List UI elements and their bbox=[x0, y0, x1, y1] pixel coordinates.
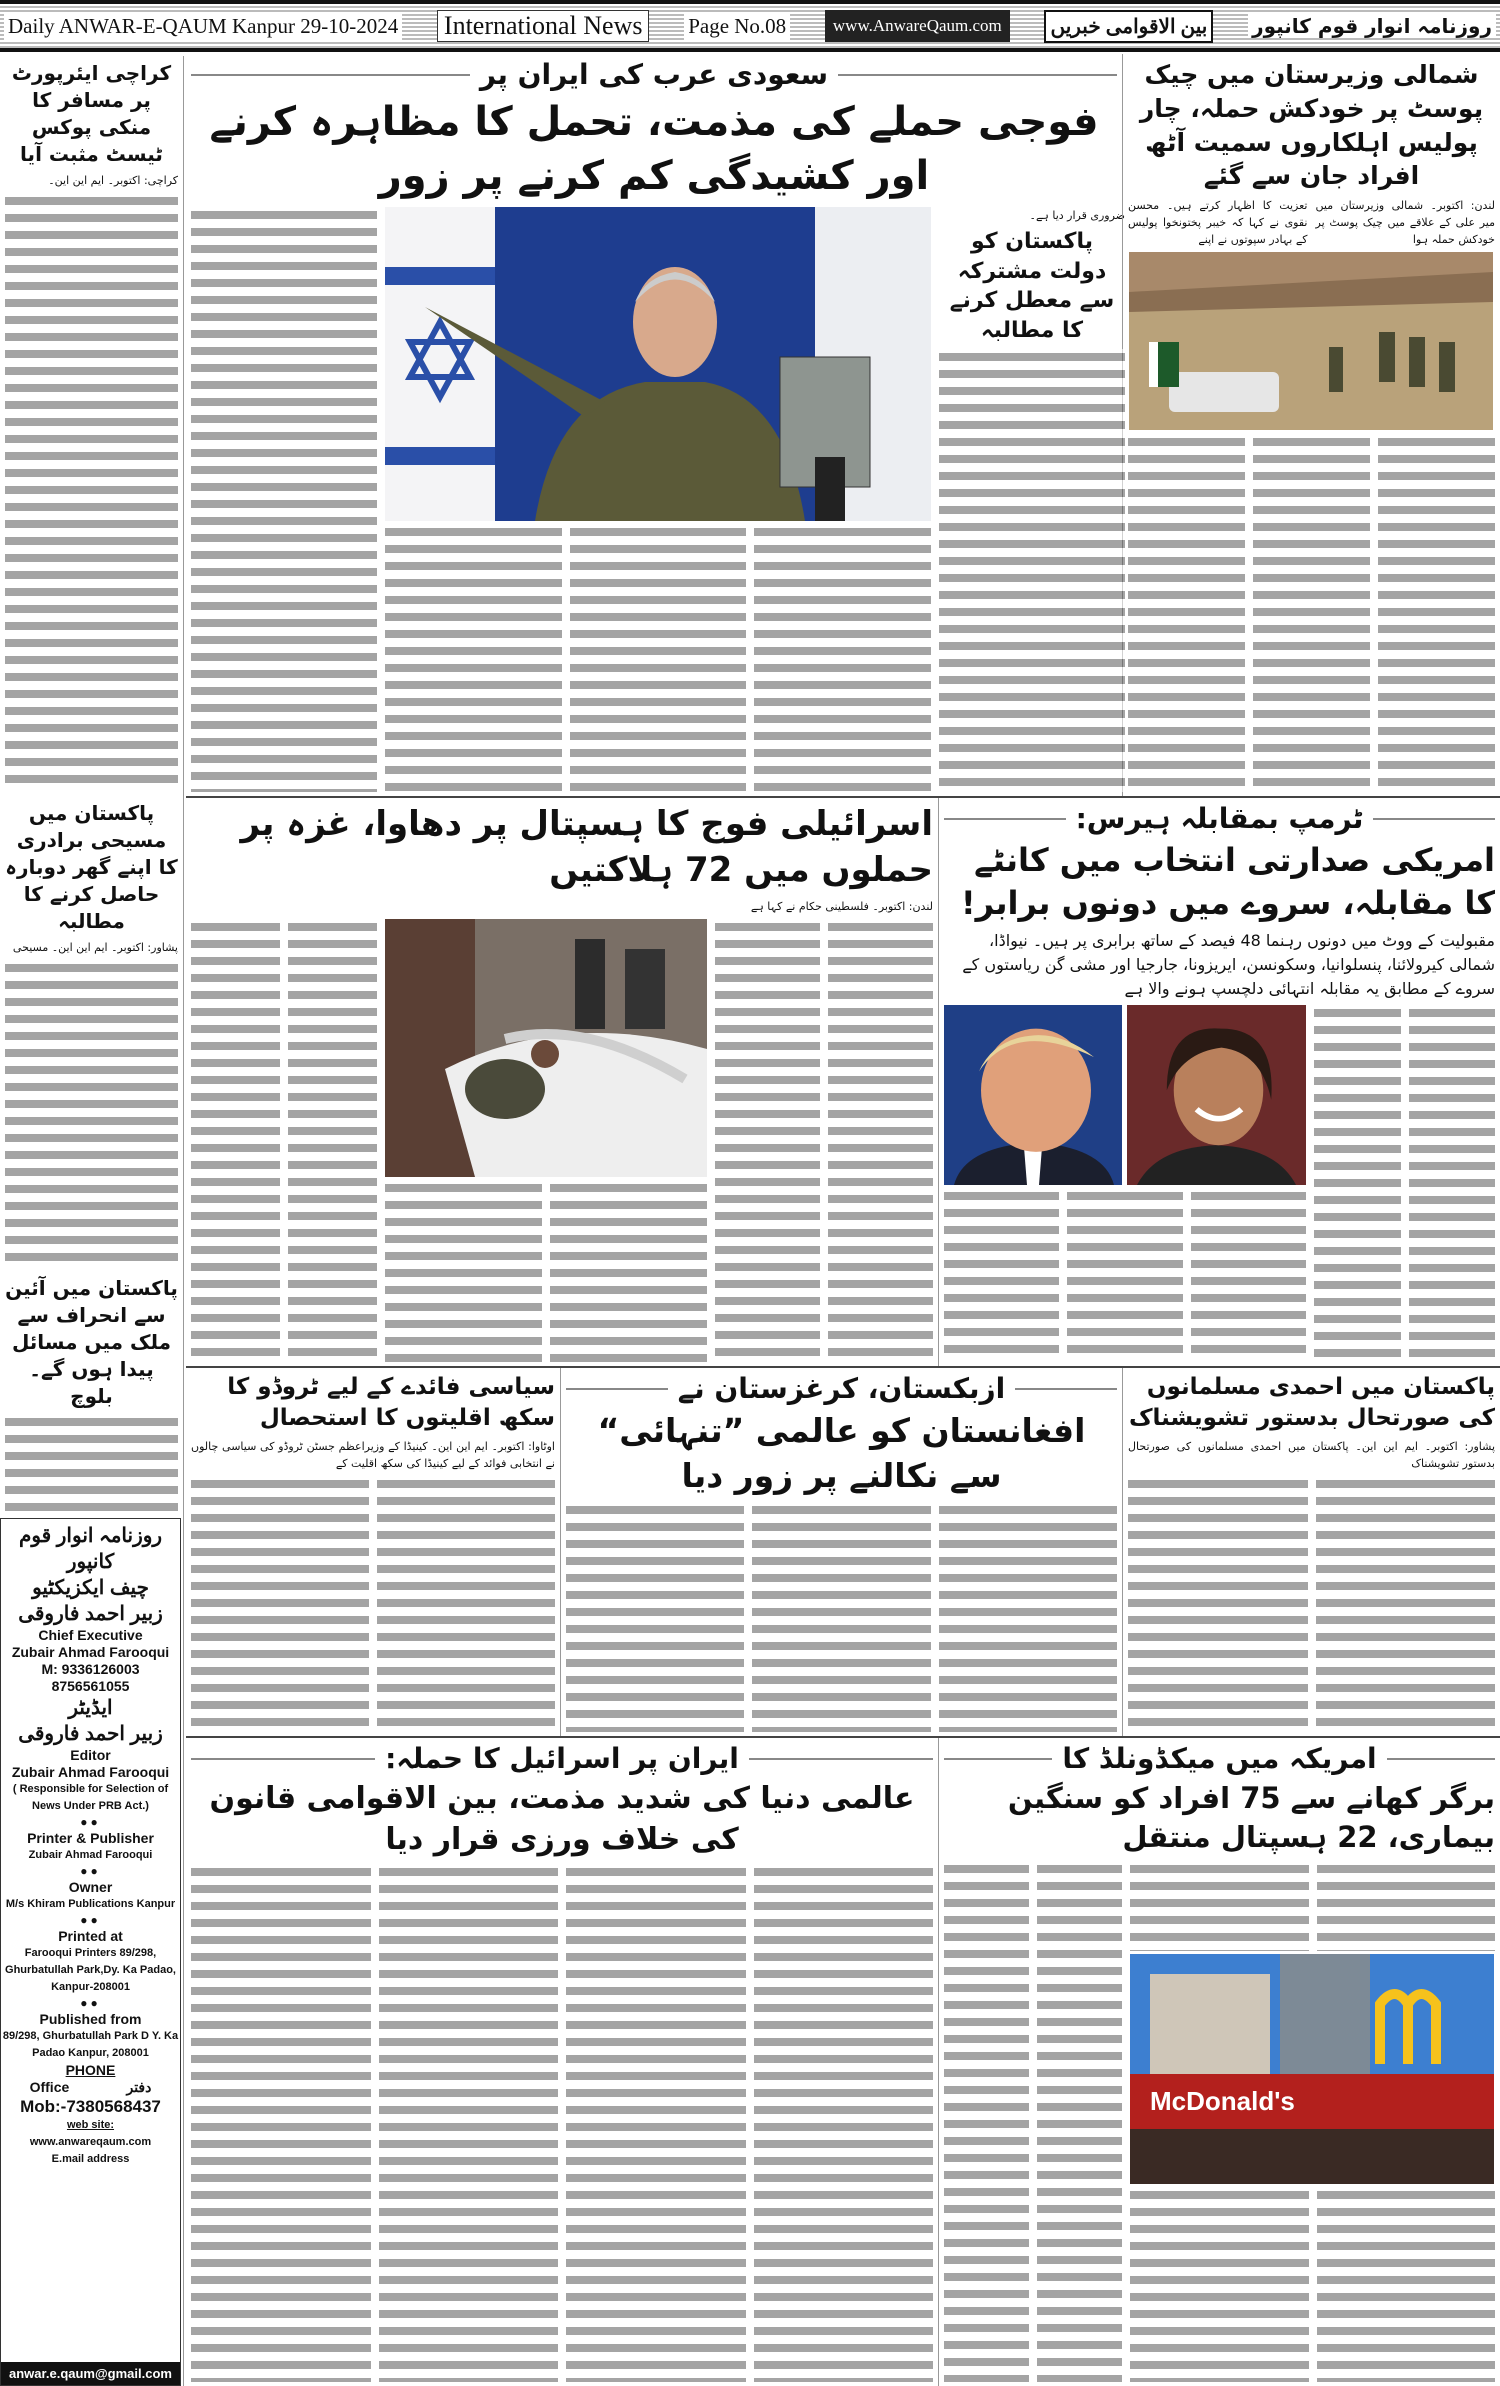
band-middle bbox=[186, 796, 1500, 1366]
article-trudeau bbox=[186, 1368, 560, 1736]
kicker-text: امریکہ میں میکڈونلڈ کا bbox=[1062, 1742, 1377, 1775]
gaza-photo-area bbox=[385, 919, 707, 1362]
email-address[interactable]: anwar.e.qaum@gmail.com bbox=[1, 2362, 180, 2385]
body-text-lines bbox=[1409, 1005, 1496, 1362]
body-text-lines bbox=[191, 1864, 371, 2382]
article-gaza bbox=[186, 798, 938, 1366]
body-text-lines bbox=[191, 1476, 369, 1732]
kicker bbox=[191, 58, 1117, 91]
headline: پاکستان میں احمدی مسلمانوں کی صورتحال بدستور تشویشناک bbox=[1128, 1374, 1495, 1432]
photo-soldiers bbox=[1128, 252, 1495, 430]
us-election-columns-right bbox=[1314, 1005, 1495, 1362]
article-us-election bbox=[938, 798, 1500, 1366]
office-label: Office bbox=[29, 2079, 70, 2095]
editor-label: Editor bbox=[70, 1747, 111, 1763]
article-ahmadi bbox=[1122, 1368, 1500, 1736]
photo-trump bbox=[944, 1005, 1122, 1185]
dateline: کراچی: اکتوبر۔ ایم این این۔ bbox=[48, 174, 178, 187]
separator-dots: ●● bbox=[80, 1996, 101, 2010]
mobile-number: Mob:-7380568437 bbox=[20, 2097, 161, 2116]
band-lower bbox=[186, 1366, 1500, 1736]
published-address: 89/298, Ghurbatullah Park D Y. Ka Padao Kanpur, 208001 bbox=[2, 2030, 179, 2059]
headline: کراچی ایئرپورٹ پر مسافر کا منکی پوکس ٹیسٹ مثبت آیا bbox=[11, 61, 172, 166]
body-text-lines bbox=[1314, 1005, 1401, 1362]
printed-address: Farooqui Printers 89/298, Ghurbatullah Park,Dy. Ka Padao, Kanpur-208001 bbox=[5, 1947, 176, 1993]
lead-headline: فوجی حملے کی مذمت، تحمل کا مظاہرہ کرنے اور کشیدگی کم کرنے پر زور bbox=[209, 99, 1099, 199]
photo-harris bbox=[1127, 1005, 1306, 1185]
photo-gaza-hospital bbox=[385, 919, 707, 1177]
section-title: International News bbox=[437, 10, 650, 42]
headline: پاکستان میں مسیحی برادری کا اپنے گھر دوبارہ حاصل کرنے کا مطالبہ bbox=[5, 801, 178, 933]
lead-photo-area bbox=[385, 207, 931, 792]
headline: امریکی صدارتی انتخاب میں کانٹے کا مقابلہ، سروے میں دونوں برابر! bbox=[961, 841, 1495, 923]
headline: افغانستان کو عالمی ”تنہائی“ سے نکالنے پر زور دیا bbox=[597, 1411, 1086, 1495]
dateline: پشاور: اکتوبر۔ ایم این این۔ پاکستان میں احمدی مسلمانوں کی صورتحال بدستور تشویشناک bbox=[1128, 1440, 1495, 1471]
separator-dots: ●● bbox=[80, 1815, 101, 1829]
body-text-lines bbox=[1067, 1188, 1182, 1362]
body-text-lines bbox=[1191, 1188, 1306, 1362]
body-text-lines bbox=[1128, 1476, 1308, 1732]
headline: پاکستان کو دولت مشترکہ سے معطل کرنے کا مطالبہ bbox=[949, 229, 1115, 344]
body-text-lines bbox=[1128, 434, 1245, 792]
printed-label: Printed at bbox=[58, 1928, 123, 1944]
body-text-lines bbox=[288, 919, 377, 1362]
section-title-urdu: بین الاقوامی خبریں bbox=[1044, 10, 1213, 43]
kicker-text: ٹرمپ بمقابلہ ہیرس: bbox=[1075, 802, 1364, 835]
body-text-lines bbox=[944, 1861, 1029, 2382]
mcdonalds-photo-area bbox=[1130, 1861, 1495, 2382]
prb-note: ( Responsible for Selection of News Under PRB Act.) bbox=[12, 1783, 169, 1812]
body-text-lines bbox=[191, 207, 377, 792]
body-text-lines bbox=[1130, 2187, 1309, 2382]
article-karachi bbox=[0, 56, 183, 796]
body-text-lines bbox=[828, 919, 933, 1362]
owner-label: Owner bbox=[68, 1879, 113, 1895]
body-text-lines bbox=[939, 349, 1125, 792]
article-christian bbox=[0, 796, 183, 1271]
dateline: اوٹاوا: اکتوبر۔ ایم این این۔ کینیڈا کے وزیراعظم جسٹن ٹروڈو کی سیاسی چالوں نے انتخابی فوائد کے لیے کینیڈا کی سکھ اقلیت کے bbox=[191, 1440, 555, 1471]
body-text-lines bbox=[1317, 1861, 1496, 1951]
us-election-photo-area bbox=[944, 1005, 1306, 1362]
phone-2: 8756561055 bbox=[51, 1678, 130, 1694]
chief-executive-urdu: چیف ایکزیکٹیو bbox=[32, 1577, 149, 1599]
body-text-lines bbox=[379, 1864, 559, 2382]
imprint-masthead: روزنامہ انوار قوم کانپور bbox=[18, 1525, 163, 1573]
band-top bbox=[186, 54, 1500, 796]
body-text-lines bbox=[754, 524, 931, 792]
body-text-lines bbox=[1378, 434, 1495, 792]
website-link[interactable]: www.AnwareQaum.com bbox=[825, 10, 1010, 42]
chief-executive-name: Zubair Ahmad Farooqui bbox=[11, 1644, 170, 1660]
phone-label: PHONE bbox=[65, 2062, 116, 2078]
article-tail: ضروری قرار دیا ہے۔ bbox=[1029, 209, 1125, 222]
kicker-text: ازبکستان، کرغزستان نے bbox=[677, 1372, 1006, 1405]
lead-story bbox=[186, 54, 1125, 796]
body-text-lines bbox=[570, 524, 747, 792]
body-text-lines bbox=[5, 193, 178, 792]
headline: برگر کھانے سے 75 افراد کو سنگین بیماری، 22 ہسپتال منتقل bbox=[1007, 1781, 1495, 1855]
article-waziristan bbox=[1122, 54, 1500, 796]
website-label: web site: bbox=[66, 2119, 115, 2131]
separator-dots: ●● bbox=[80, 1913, 101, 1927]
headline: عالمی دنیا کی شدید مذمت، بین الاقوامی قانون کی خلاف ورزی قرار دیا bbox=[209, 1781, 915, 1857]
kicker-text: سعودی عرب کی ایران پر bbox=[479, 58, 829, 91]
office-label-urdu: دفتر bbox=[126, 2079, 152, 2095]
mcdonalds-columns-left bbox=[944, 1861, 1122, 2382]
band-bottom bbox=[186, 1736, 1500, 2386]
body-text-lines bbox=[752, 1502, 930, 1732]
subheadline: مقبولیت کے ووٹ میں دونوں رہنما 48 فیصد کے ساتھ برابری پر ہیں۔ نیواڈا، شمالی کیرولائنا، پنسلوانیا، وسکونسن، ایریزونا، جارجیا اور مشی گن ریاستوں کے سروے کے مطابق یہ مقابلہ انتہائی دلچسپ ہونے والا ہے bbox=[962, 931, 1495, 999]
body-text-lines bbox=[944, 1188, 1059, 1362]
separator-dots: ●● bbox=[80, 1864, 101, 1878]
page-header bbox=[0, 0, 1500, 52]
article-iran-israel bbox=[186, 1738, 938, 2386]
body-text: لندن: اکتوبر۔ شمالی وزیرستان میں میر علی کے علاقے میں چیک پوسٹ پر خودکش حملہ ہوا bbox=[1315, 199, 1495, 246]
website-url[interactable]: www.anwareqaum.com bbox=[29, 2136, 152, 2148]
chief-executive-label: Chief Executive bbox=[38, 1627, 143, 1643]
email-address-label: E.mail address bbox=[51, 2153, 130, 2165]
body-text-lines bbox=[566, 1502, 744, 1732]
dateline: لندن: اکتوبر۔ فلسطینی حکام نے کہا ہے bbox=[750, 899, 933, 913]
mcdonalds-columns-top bbox=[1130, 1861, 1495, 1951]
body-text-lines bbox=[191, 919, 280, 1362]
gaza-columns-left bbox=[191, 919, 377, 1362]
mcdonalds-sign: McDonald's bbox=[1150, 2086, 1295, 2117]
published-label: Published from bbox=[39, 2011, 142, 2027]
body-text-lines bbox=[1316, 1476, 1496, 1732]
lead-columns-bottom bbox=[385, 524, 931, 792]
body-text-lines bbox=[550, 1180, 707, 1362]
headline: اسرائیلی فوج کا ہسپتال پر دھاوا، غزہ پر حملوں میں 72 ہلاکتیں bbox=[240, 804, 933, 890]
headline: سیاسی فائدے کے لیے ٹروڈو کا سکھ اقلیتوں کا استحصال bbox=[227, 1374, 555, 1432]
printer-label: Printer & Publisher bbox=[27, 1830, 154, 1846]
editor-urdu: ایڈیٹر bbox=[68, 1697, 113, 1719]
article-afghanistan bbox=[560, 1368, 1122, 1736]
body-text-lines bbox=[5, 960, 178, 1267]
mcdonalds-columns-bottom bbox=[1130, 2187, 1495, 2382]
article-mcdonalds bbox=[938, 1738, 1500, 2386]
kicker-text: ایران پر اسرائیل کا حملہ: bbox=[385, 1742, 739, 1775]
body-text-lines bbox=[715, 919, 820, 1362]
photo-mcdonalds bbox=[1130, 1954, 1495, 2184]
left-sidebar bbox=[0, 56, 184, 2386]
us-election-columns-bottom bbox=[944, 1188, 1306, 1362]
article-commonwealth bbox=[939, 207, 1125, 792]
body-text: تعزیت کا اظہار کرتے ہیں۔ محسن نقوی نے کہا کہ خیبر پختونخوا پولیس کے بہادر سپوتوں نے اپنے bbox=[1128, 199, 1308, 246]
page-number: Page No.08 bbox=[684, 12, 790, 41]
paper-date: Daily ANWAR-E-QAUM Kanpur 29-10-2024 bbox=[4, 12, 402, 41]
body-text-lines bbox=[385, 524, 562, 792]
photo-idf-spokesman bbox=[385, 207, 931, 521]
gaza-columns-right bbox=[715, 919, 933, 1362]
imprint-box bbox=[0, 1518, 181, 2386]
printer-name: Zubair Ahmad Farooqui bbox=[28, 1849, 153, 1861]
body-text-lines bbox=[566, 1864, 746, 2382]
phone-1: M: 9336126003 bbox=[41, 1661, 140, 1677]
body-text-lines bbox=[1037, 1861, 1122, 2382]
body-text-lines bbox=[1253, 434, 1370, 792]
owner-name: M/s Khiram Publications Kanpur bbox=[5, 1898, 176, 1910]
dateline: پشاور: اکتوبر۔ ایم این این۔ مسیحی bbox=[12, 941, 178, 954]
article-constitution bbox=[0, 1271, 183, 1516]
body-text-lines bbox=[754, 1864, 934, 2382]
body-text-lines bbox=[1317, 2187, 1496, 2382]
body-text-lines bbox=[377, 1476, 555, 1732]
lead-column-left bbox=[191, 207, 377, 792]
body-text-lines bbox=[5, 1414, 178, 1512]
headline: شمالی وزیرستان میں چیک پوسٹ پر خودکش حملہ، چار پولیس اہلکاروں سمیت آٹھ افراد جان سے گئے bbox=[1139, 60, 1484, 191]
masthead: روزنامہ انوار قوم کانپور bbox=[1248, 14, 1496, 38]
waziristan-columns bbox=[1128, 434, 1495, 792]
name-urdu: زبیر احمد فاروقی bbox=[18, 1603, 163, 1625]
headline: پاکستان میں آئین سے انحراف سے ملک میں مسائل پیدا ہوں گے۔ بلوچ bbox=[5, 1276, 178, 1408]
editor-name-urdu: زبیر احمد فاروقی bbox=[18, 1723, 163, 1745]
gaza-columns-bottom bbox=[385, 1180, 707, 1362]
editor-name: Zubair Ahmad Farooqui bbox=[11, 1764, 170, 1780]
body-text-lines bbox=[939, 1502, 1117, 1732]
body-text-lines bbox=[385, 1180, 542, 1362]
body-text-lines bbox=[1130, 1861, 1309, 1951]
